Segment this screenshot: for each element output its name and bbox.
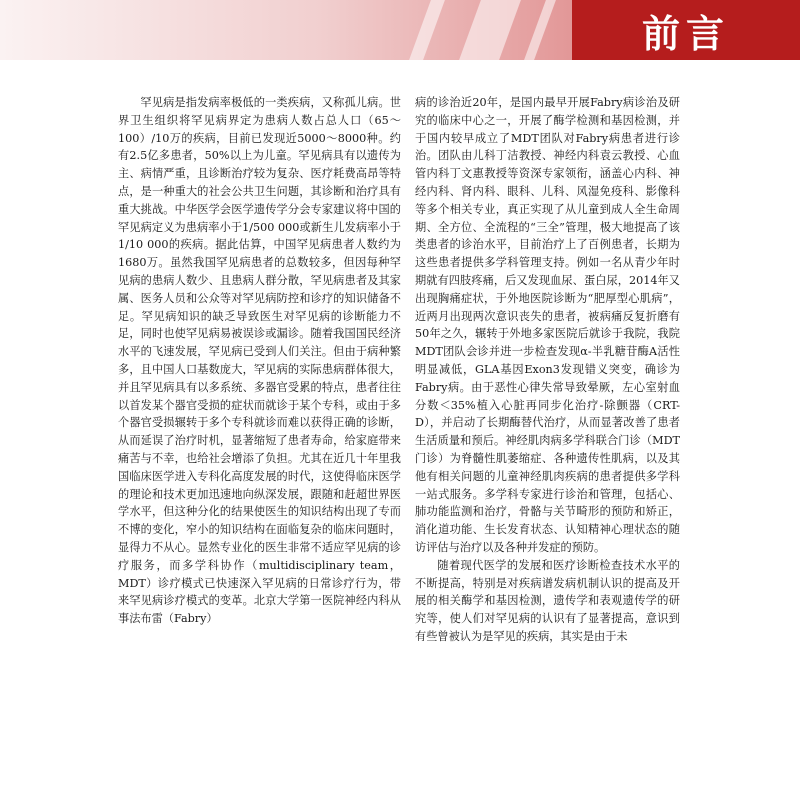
header-decor-stripe	[524, 0, 556, 60]
left-column	[118, 94, 401, 794]
page-title: 前言	[641, 11, 730, 56]
paragraph: 罕见病是指发病率极低的一类疾病，又称孤儿病。世界卫生组织将罕见病界定为患病人数占总人口（65～100）/10万的疾病，目前已发现近5000～8000种。约有2.5亿多患者，50%以上为儿童。罕见病具有以遗传为主、病情严重，且诊断治疗较为复杂、医疗耗费高昂等特点，是一种重大的社会公共卫生问题，其诊断和治疗具有重大挑战。中华医学会医学遗传学分会专家建议将中国的罕见病定义为患病率小于1/500 000或新生儿发病率小于1/10 000的疾病。据此估算，中国罕见病患者人数约为1680万。虽然我国罕见病患者的总数较多，但因每种罕见病的患病人数少、且患病人群分散，罕见病患者及其家属、医务人员和公众等对罕见病防控和诊疗的知识储备不足。罕见病知识的缺乏导致医生对罕见病的诊断能力不足，同时也使罕见病易被误诊或漏诊。随着我国国民经济水平的飞速发展，罕见病已受到人们关注。但由于病种繁多，且中国人口基数庞大，罕见病的实际患病群体很大，并且罕见病具有以多系统、多器官受累的特点，患者往往以首发某个器官受损的症状而就诊于某个专科，或由于多个器官受损辗转于多个专科就诊而难以获得正确的诊断，从而延误了治疗时机，显著缩短了患者寿命，给家庭带来痛苦与不幸，也给社会增添了负担。尤其在近几十年里我国临床医学进入专科化高度发展的时代，这使得临床医学的理论和技术更加迅速地向纵深发展，跟随和赶超世界医学水平，但这种分化的结果使医生的知识结构出现了专而不博的变化，窄小的知识结构在面临复杂的临床问题时，显得力不从心。显然专业化的医生非常不适应罕见病的诊疗服务，而多学科协作（multidisciplinary team，MDT）诊疗模式已快速深入罕见病的日常诊疗行为，带来罕见病诊疗模式的变革。北京大学第一医院神经内科从事法布雷（Fabry）	[118, 96, 401, 626]
header-decor-stripe	[459, 0, 521, 60]
title-box	[572, 0, 800, 60]
header-decor-stripe	[409, 0, 445, 60]
paragraph: 随着现代医学的发展和医疗诊断检查技术水平的不断提高，特别是对疾病谱发病机制认识的提高及开展的相关酶学和基因检测，遗传学和表观遗传学的研究等，使人们对罕见病的认识有了显著提高，意识到有些曾被认为是罕见的疾病，其实是由于未	[415, 558, 680, 643]
right-column	[415, 94, 680, 794]
paragraph: 病的诊治近20年，是国内最早开展Fabry病诊治及研究的临床中心之一，开展了酶学检测和基因检测，并于国内较早成立了MDT团队对Fabry病患者进行诊治。团队由儿科丁洁教授、神经内科袁云教授、心血管内科丁文惠教授等资深专家领衔，涵盖心内科、神经内科、肾内科、眼科、儿科、风湿免疫科、影像科等多个相关专业，真正实现了从儿童到成人全生命周期、全方位、全流程的“三全”管理，极大地提高了该类患者的诊治水平，目前治疗上了百例患者，长期为这些患者提供多学科管理支持。例如一名从青少年时期就有四肢疼痛，后又发现血尿、蛋白尿，2014年又出现胸痛症状，于外地医院诊断为“肥厚型心肌病”，近两月出现两次意识丧失的患者，被病痛反复折磨有50年之久，辗转于外地多家医院后就诊于我院，我院MDT团队会诊并进一步检查发现α-半乳糖苷酶A活性明显减低，GLA基因Exon3发现错义突变，确诊为Fabry病。由于恶性心律失常导致晕厥，左心室射血分数＜35%植入心脏再同步化治疗-除颤器（CRT-D），并启动了长期酶替代治疗，从而显著改善了患者生活质量和预后。神经肌肉病多学科联合门诊（MDT门诊）为脊髓性肌萎缩症、各种遗传性肌病，以及其他有相关问题的儿童神经肌肉疾病的患者提供多学科一站式服务。多学科专家进行诊治和管理，包括心、肺功能监测和治疗，骨骼与关节畸形的预防和矫正，消化道功能、生长发育状态、认知精神心理状态的随访评估与治疗以及各种并发症的预防。	[415, 96, 680, 554]
body-text	[118, 94, 680, 794]
